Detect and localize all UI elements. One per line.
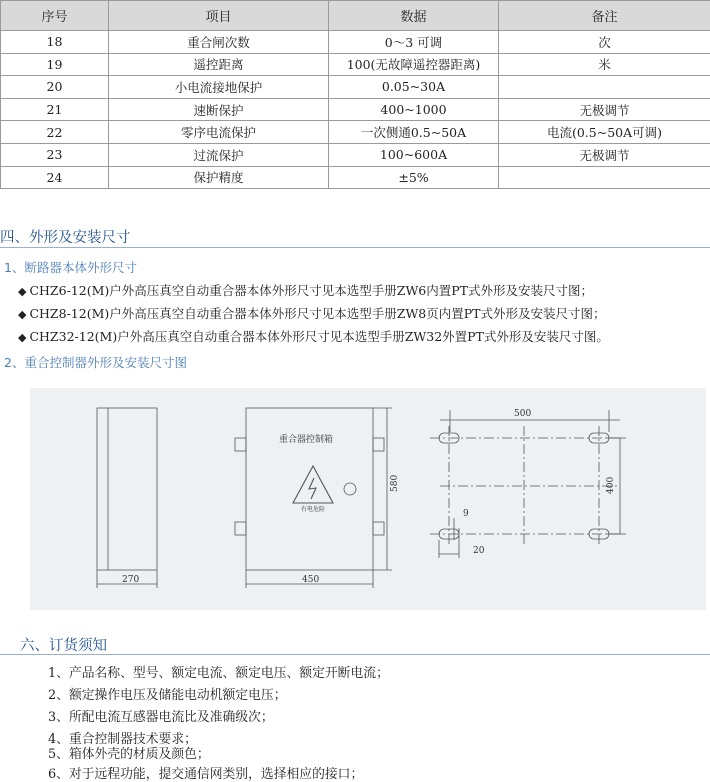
cell-item: 零序电流保护 <box>109 121 329 144</box>
order-item: 3、所配电流互感器电流比及准确级次； <box>48 706 274 725</box>
order-item: 6、对于远程功能，提交通信网类别，选择相应的接口； <box>48 763 363 782</box>
bullet-text: CHZ8-12(M)户外高压真空自动重合器本体外形尺寸见本选型手册ZW8页内置PT式外形及安装尺寸图； <box>29 306 605 321</box>
table-row <box>1 76 710 99</box>
section4-subtitle-2: 2、重合控制器外形及安装尺寸图 <box>4 353 187 371</box>
dim-front-width: 450 <box>302 575 319 585</box>
cell-remark <box>499 166 710 189</box>
section4-title: 四、外形及安装尺寸 <box>0 226 131 247</box>
cell-data: 一次侧通0.5~50A <box>329 121 499 144</box>
cell-index: 20 <box>1 76 109 99</box>
side-view <box>97 408 157 588</box>
warning-icon-label: 有电危险 <box>301 505 325 513</box>
order-item: 2、额定操作电压及储能电动机额定电压； <box>48 684 287 703</box>
cell-data: 0～3 可调 <box>329 31 499 54</box>
table-row <box>1 31 710 54</box>
spec-table <box>0 0 710 189</box>
table-row <box>1 121 710 144</box>
header-index: 序号 <box>1 1 109 31</box>
box-title-label: 重合器控制箱 <box>279 433 333 445</box>
diamond-bullet-icon: ◆ <box>18 331 26 344</box>
bullet-text: CHZ32-12(M)户外高压真空自动重合器本体外形尺寸见本选型手册ZW32外置PT式外形及安装尺寸图。 <box>29 329 608 344</box>
section4-subtitle-1: 1、断路器本体外形尺寸 <box>4 258 137 276</box>
cell-data: 100(无故障遥控器距离) <box>329 53 499 76</box>
section6-title: 六、订货须知 <box>20 634 107 655</box>
cell-index: 19 <box>1 53 109 76</box>
order-item: 5、箱体外壳的材质及颜色； <box>48 743 210 762</box>
cell-item: 保护精度 <box>109 166 329 189</box>
bullet-item <box>18 327 609 345</box>
header-item: 项目 <box>109 1 329 31</box>
cell-remark: 电流(0.5~50A可调) <box>499 121 710 144</box>
cell-remark: 无极调节 <box>499 143 710 166</box>
dim-slot-height: 9 <box>463 509 469 519</box>
dim-mount-width: 500 <box>514 409 531 419</box>
dim-slot-width: 20 <box>473 546 485 556</box>
dim-mount-height: 400 <box>606 477 616 494</box>
dim-front-height: 580 <box>390 475 400 492</box>
table-row <box>1 166 710 189</box>
section4-divider <box>0 247 710 248</box>
order-item: 1、产品名称、型号、额定电流、额定电压、额定开断电流； <box>48 662 389 681</box>
diamond-bullet-icon: ◆ <box>18 285 26 298</box>
bullet-item <box>18 304 606 322</box>
cell-data: 400~1000 <box>329 98 499 121</box>
dimension-drawing <box>30 388 706 610</box>
table-row <box>1 53 710 76</box>
diamond-bullet-icon: ◆ <box>18 308 26 321</box>
cell-index: 22 <box>1 121 109 144</box>
table-row <box>1 143 710 166</box>
order-item: 4、重合控制器技术要求； <box>48 728 197 747</box>
cell-item: 重合闸次数 <box>109 31 329 54</box>
header-data: 数据 <box>329 1 499 31</box>
cell-item: 速断保护 <box>109 98 329 121</box>
mount-plan <box>430 410 626 558</box>
cell-item: 过流保护 <box>109 143 329 166</box>
cell-index: 21 <box>1 98 109 121</box>
cell-remark: 米 <box>499 53 710 76</box>
header-remark: 备注 <box>499 1 710 31</box>
bullet-text: CHZ6-12(M)户外高压真空自动重合器本体外形尺寸见本选型手册ZW6内置PT式外形及安装尺寸图； <box>29 283 593 298</box>
table-header-row <box>1 1 710 31</box>
cell-index: 23 <box>1 143 109 166</box>
bullet-item <box>18 281 593 299</box>
section6-divider <box>0 654 710 655</box>
cell-remark: 无极调节 <box>499 98 710 121</box>
cell-data: ±5% <box>329 166 499 189</box>
drawing-svg <box>30 388 706 610</box>
cell-index: 24 <box>1 166 109 189</box>
cell-remark: 次 <box>499 31 710 54</box>
cell-data: 0.05~30A <box>329 76 499 99</box>
cell-item: 小电流接地保护 <box>109 76 329 99</box>
table-row <box>1 98 710 121</box>
cell-remark <box>499 76 710 99</box>
cell-data: 100~600A <box>329 143 499 166</box>
cell-index: 18 <box>1 31 109 54</box>
dim-side-width: 270 <box>122 575 139 585</box>
cell-item: 遥控距离 <box>109 53 329 76</box>
